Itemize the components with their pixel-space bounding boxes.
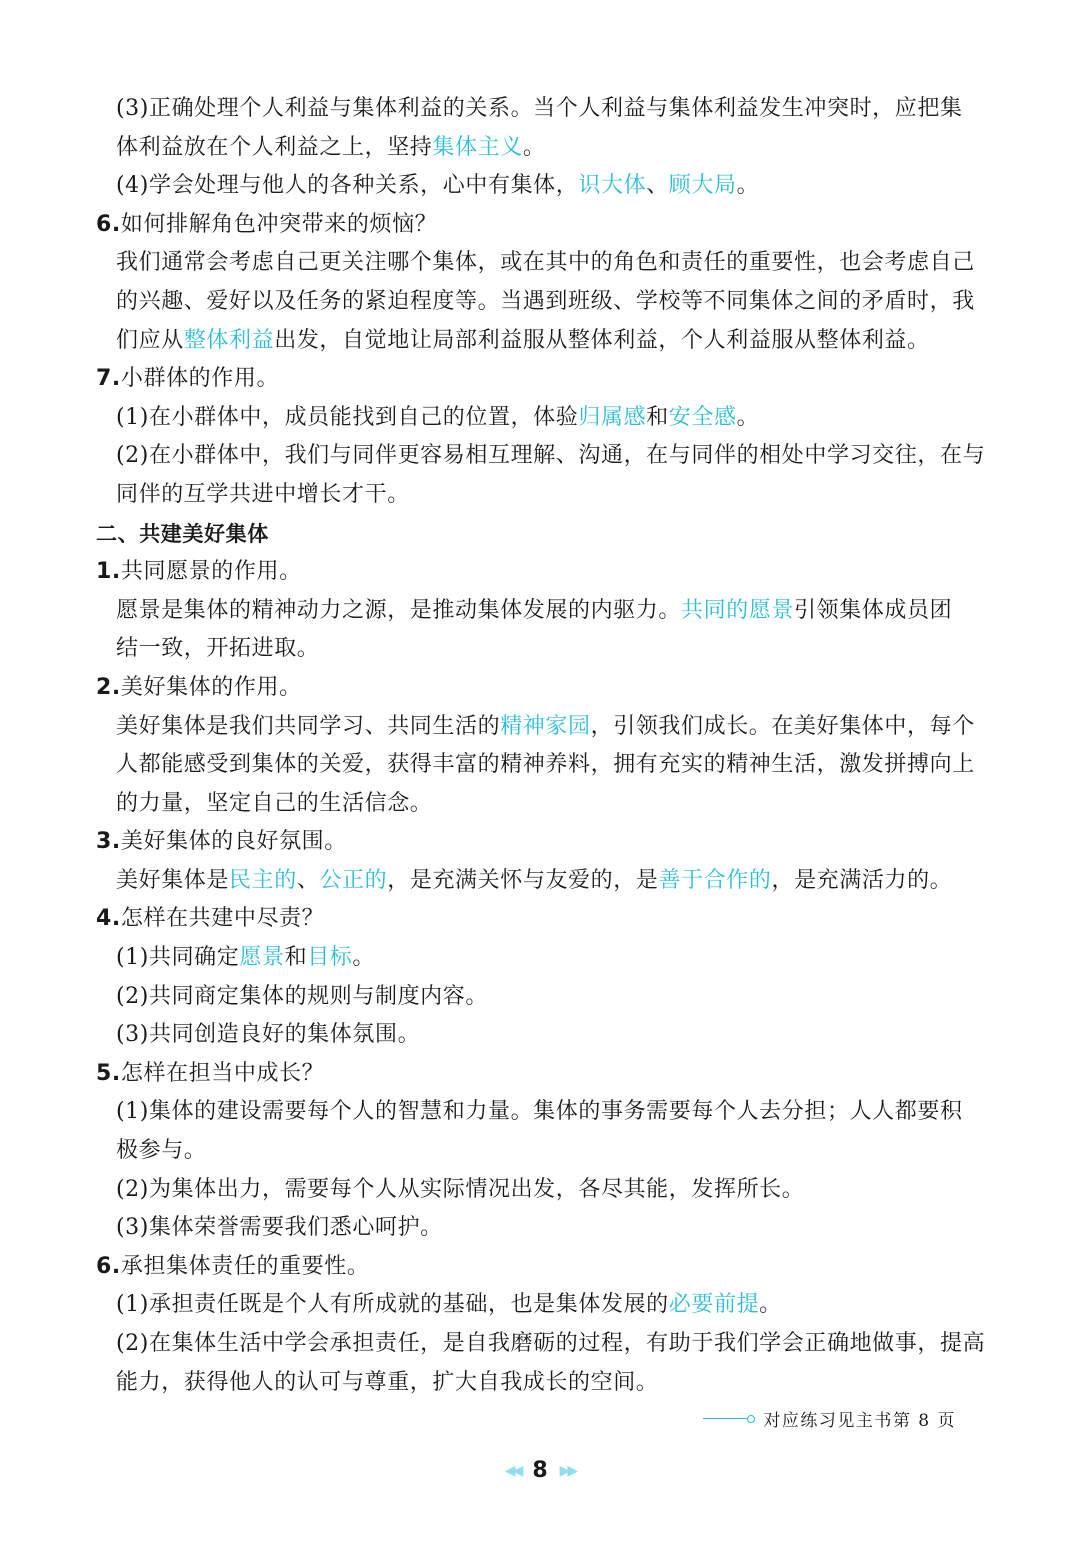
text-line bbox=[96, 129, 976, 168]
text-line bbox=[96, 708, 976, 747]
text-run: 美好集体的良好氛围。 bbox=[120, 829, 347, 855]
text-run: (1)在小群体中，成员能找到自己的位置，体验 bbox=[116, 404, 579, 430]
text-line bbox=[96, 399, 976, 438]
exercise-reference bbox=[703, 1406, 956, 1431]
text-run: 、 bbox=[296, 867, 320, 893]
text-run: 。 bbox=[736, 404, 760, 430]
text-run: 如何排解角色冲突带来的烦恼？ bbox=[120, 211, 438, 237]
text-line bbox=[96, 939, 976, 978]
question-heading bbox=[96, 360, 976, 399]
text-line bbox=[96, 1364, 976, 1403]
question-heading bbox=[96, 1248, 976, 1287]
highlighted-keyword: 必要前提 bbox=[668, 1292, 760, 1318]
right-arrows-icon: ▶▶ bbox=[559, 1462, 576, 1479]
item-number: 1. bbox=[96, 559, 121, 585]
text-line bbox=[96, 244, 976, 283]
highlighted-keyword: 整体利益 bbox=[183, 327, 275, 353]
text-run: 共同愿景的作用。 bbox=[120, 559, 302, 585]
text-line bbox=[96, 630, 976, 669]
text-run: 的力量，坚定自己的生活信念。 bbox=[116, 790, 433, 816]
highlighted-keyword: 精神家园 bbox=[500, 713, 591, 739]
text-line bbox=[96, 283, 976, 322]
text-run: (2)为集体出力，需要每个人从实际情况出发，各尽其能，发挥所长。 bbox=[116, 1176, 805, 1202]
highlighted-keyword: 共同的愿景 bbox=[681, 597, 795, 623]
text-line bbox=[96, 1093, 976, 1132]
text-run: (3)集体荣誉需要我们悉心呵护。 bbox=[116, 1215, 443, 1241]
text-run: 怎样在担当中成长？ bbox=[120, 1060, 325, 1086]
text-run: (3)正确处理个人利益与集体利益的关系。当个人利益与集体利益发生冲突时，应把集 bbox=[116, 96, 963, 121]
text-run: 二、共建美好集体 bbox=[96, 521, 269, 546]
text-run: (1)集体的建设需要每个人的智慧和力量。集体的事务需要每个人去分担；人人都要积 bbox=[116, 1099, 963, 1125]
text-run: 和 bbox=[284, 945, 308, 971]
text-run: (2)共同商定集体的规则与制度内容。 bbox=[116, 983, 488, 1009]
text-run: 。 bbox=[736, 173, 760, 199]
text-run: (4)学会处理与他人的各种关系，心中有集体， bbox=[116, 173, 579, 199]
text-run: 能力，获得他人的认可与尊重，扩大自我成长的空间。 bbox=[116, 1369, 659, 1395]
text-line bbox=[96, 167, 976, 206]
item-number: 6. bbox=[96, 211, 121, 237]
item-number: 7. bbox=[96, 366, 121, 392]
highlighted-keyword: 安全感 bbox=[668, 404, 737, 430]
question-heading bbox=[96, 900, 976, 939]
text-run: 美好集体是 bbox=[116, 867, 230, 893]
item-number: 2. bbox=[96, 674, 121, 700]
text-line bbox=[96, 592, 976, 631]
question-heading bbox=[96, 1055, 976, 1094]
text-run: 们应从 bbox=[116, 327, 184, 353]
text-run: (1)共同确定 bbox=[116, 945, 240, 971]
item-number: 5. bbox=[96, 1060, 121, 1086]
highlighted-keyword: 顾大局 bbox=[668, 173, 737, 199]
text-line bbox=[96, 746, 976, 785]
text-line bbox=[96, 1171, 976, 1210]
reference-text: 对应练习见主书第 8 页 bbox=[763, 1411, 956, 1431]
text-line bbox=[96, 862, 976, 901]
item-number: 6. bbox=[96, 1253, 121, 1279]
highlighted-keyword: 公正的 bbox=[319, 867, 388, 893]
text-line bbox=[96, 90, 976, 129]
text-line bbox=[96, 1132, 976, 1171]
text-line bbox=[96, 978, 976, 1017]
text-line bbox=[96, 1016, 976, 1055]
text-run: 愿景是集体的精神动力之源，是推动集体发展的内驱力。 bbox=[116, 597, 682, 623]
text-run: 怎样在共建中尽责？ bbox=[120, 906, 325, 932]
item-number: 3. bbox=[96, 829, 121, 855]
highlighted-keyword: 愿景 bbox=[239, 945, 285, 971]
text-run: (3)共同创造良好的集体氛围。 bbox=[116, 1022, 421, 1048]
text-line bbox=[96, 785, 976, 824]
text-run: 。 bbox=[522, 134, 546, 160]
text-run: 美好集体的作用。 bbox=[120, 674, 302, 700]
reference-line-decoration bbox=[703, 1418, 747, 1419]
section-heading bbox=[96, 515, 976, 554]
highlighted-keyword: 善于合作的 bbox=[658, 867, 772, 893]
text-run: 和 bbox=[646, 404, 669, 430]
text-run: 美好集体是我们共同学习、共同生活的 bbox=[116, 713, 501, 739]
highlighted-keyword: 目标 bbox=[307, 945, 353, 971]
reference-dot-icon bbox=[747, 1415, 755, 1423]
highlighted-keyword: 归属感 bbox=[578, 404, 647, 430]
document-body bbox=[96, 90, 986, 1402]
highlighted-keyword: 识大体 bbox=[578, 173, 647, 199]
text-run: 同伴的互学共进中增长才干。 bbox=[116, 481, 410, 507]
text-run: 。 bbox=[759, 1292, 782, 1318]
page-number-footer bbox=[0, 1458, 1080, 1483]
text-line bbox=[96, 322, 976, 361]
text-run: 的兴趣、爱好以及任务的紧迫程度等。当遇到班级、学校等不同集体之间的矛盾时，我 bbox=[116, 288, 975, 314]
text-run: 人都能感受到集体的关爱，获得丰富的精神养料，拥有充实的精神生活，激发拼搏向上 bbox=[116, 752, 975, 778]
item-number: 4. bbox=[96, 906, 121, 932]
highlighted-keyword: 集体主义 bbox=[432, 134, 523, 160]
page-number: 8 bbox=[532, 1458, 548, 1483]
text-run: ，是充满活力的。 bbox=[771, 867, 953, 893]
text-run: 我们通常会考虑自己更关注哪个集体，或在其中的角色和责任的重要性，也会考虑自己 bbox=[116, 250, 975, 276]
question-heading bbox=[96, 669, 976, 708]
text-run: (2)在小群体中，我们与同伴更容易相互理解、沟通，在与同伴的相处中学习交往，在与 bbox=[116, 443, 986, 469]
question-heading bbox=[96, 553, 976, 592]
question-heading bbox=[96, 206, 976, 245]
text-run: 结一致，开拓进取。 bbox=[116, 636, 320, 662]
text-run: (1)承担责任既是个人有所成就的基础，也是集体发展的 bbox=[116, 1292, 669, 1318]
text-run: (2)在集体生活中学会承担责任，是自我磨砺的过程，有助于我们学会正确地做事，提高 bbox=[116, 1331, 986, 1356]
text-run: ，引领我们成长。在美好集体中，每个 bbox=[590, 713, 975, 739]
text-line bbox=[96, 476, 976, 515]
text-line bbox=[96, 1286, 976, 1325]
question-heading bbox=[96, 823, 976, 862]
left-arrows-icon: ◀◀ bbox=[504, 1462, 521, 1479]
text-line bbox=[96, 1325, 986, 1364]
text-run: 出发，自觉地让局部利益服从整体利益，个人利益服从整体利益。 bbox=[274, 327, 930, 353]
text-line bbox=[96, 437, 986, 476]
text-run: 体利益放在个人利益之上，坚持 bbox=[116, 134, 433, 160]
text-run: 。 bbox=[352, 945, 375, 971]
text-run: 小群体的作用。 bbox=[120, 366, 280, 392]
highlighted-keyword: 民主的 bbox=[229, 867, 297, 893]
text-run: ，是充满关怀与友爱的，是 bbox=[387, 867, 659, 893]
text-run: 极参与。 bbox=[116, 1138, 207, 1164]
text-run: 、 bbox=[646, 173, 669, 199]
text-run: 引领集体成员团 bbox=[794, 597, 953, 623]
text-run: 承担集体责任的重要性。 bbox=[120, 1253, 370, 1279]
text-line bbox=[96, 1209, 976, 1248]
